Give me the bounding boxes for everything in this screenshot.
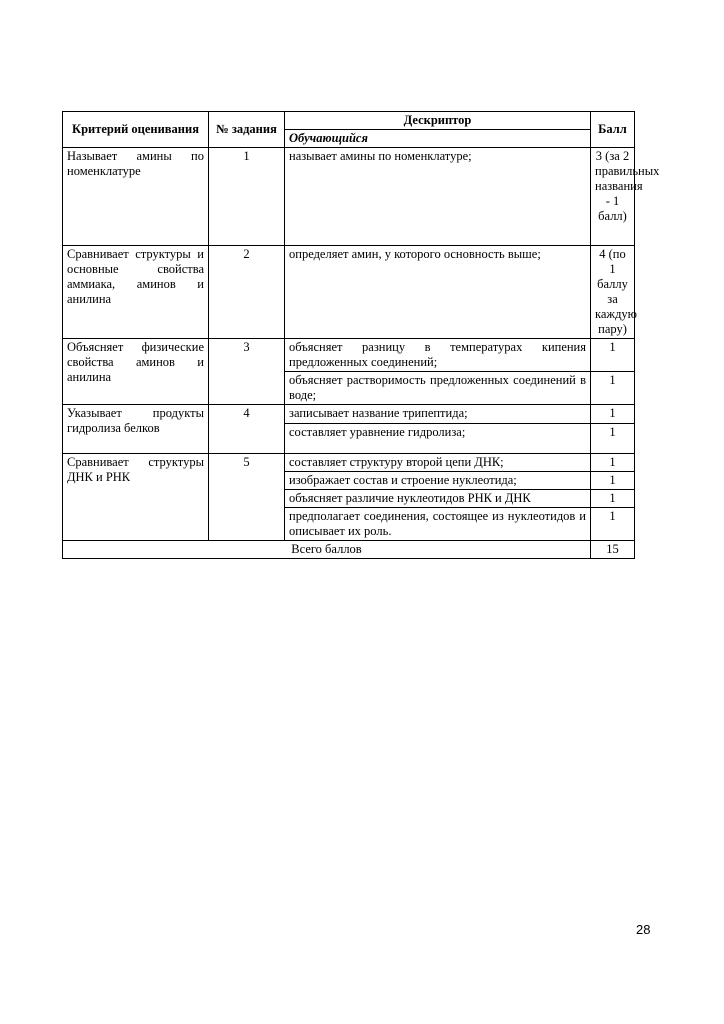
criterion-cell: Указывает продукты гидролиза белков [63, 405, 209, 454]
descriptor-cell: составляет структуру второй цепи ДНК; [285, 454, 591, 472]
criterion-cell: Объясняет физические свойства аминов и анилина [63, 339, 209, 405]
task-number-cell: 1 [209, 148, 285, 246]
score-cell: 1 [591, 405, 635, 424]
table-row [63, 148, 635, 246]
score-cell: 1 [591, 454, 635, 472]
task-number-cell: 2 [209, 246, 285, 339]
header-score: Балл [591, 112, 635, 148]
task-number-cell: 3 [209, 339, 285, 405]
table-row [63, 246, 635, 339]
criterion-cell: Называет амины по номенклатуре [63, 148, 209, 246]
task-number-cell: 5 [209, 454, 285, 541]
page-number: 28 [636, 922, 651, 937]
descriptor-cell: предполагает соединения, состоящее из нуклеотидов и описывает их роль. [285, 508, 591, 541]
table-row [63, 405, 635, 424]
total-value: 15 [591, 541, 635, 559]
total-label: Всего баллов [63, 541, 591, 559]
score-cell: 1 [591, 372, 635, 405]
score-cell: 1 [591, 424, 635, 454]
header-row [63, 112, 635, 130]
descriptor-cell: объясняет растворимость предложенных соединений в воде; [285, 372, 591, 405]
criterion-cell: Сравнивает структуры и основные свойства аммиака, аминов и анилина [63, 246, 209, 339]
descriptor-cell: записывает название трипептида; [285, 405, 591, 424]
descriptor-cell: определяет амин, у которого основность выше; [285, 246, 591, 339]
table-row [63, 339, 635, 372]
descriptor-cell: изображает состав и строение нуклеотида; [285, 472, 591, 490]
score-cell: 3 (за 2 правильных названия - 1 балл) [591, 148, 635, 246]
total-row [63, 541, 635, 559]
score-cell: 1 [591, 508, 635, 541]
table-row [63, 454, 635, 472]
score-cell: 4 (по 1 баллу за каждую пару) [591, 246, 635, 339]
descriptor-cell: составляет уравнение гидролиза; [285, 424, 591, 454]
header-learner: Обучающийся [285, 130, 591, 148]
score-cell: 1 [591, 490, 635, 508]
score-cell: 1 [591, 339, 635, 372]
descriptor-cell: объясняет различие нуклеотидов РНК и ДНК [285, 490, 591, 508]
task-number-cell: 4 [209, 405, 285, 454]
assessment-rubric-table [62, 111, 660, 559]
criterion-cell: Сравнивает структуры ДНК и РНК [63, 454, 209, 541]
score-cell: 1 [591, 472, 635, 490]
header-criterion: Критерий оценивания [63, 112, 209, 148]
header-descriptor: Дескриптор [285, 112, 591, 130]
descriptor-cell: называет амины по номенклатуре; [285, 148, 591, 246]
header-task-number: № задания [209, 112, 285, 148]
descriptor-cell: объясняет разницу в температурах кипения предложенных соединений; [285, 339, 591, 372]
